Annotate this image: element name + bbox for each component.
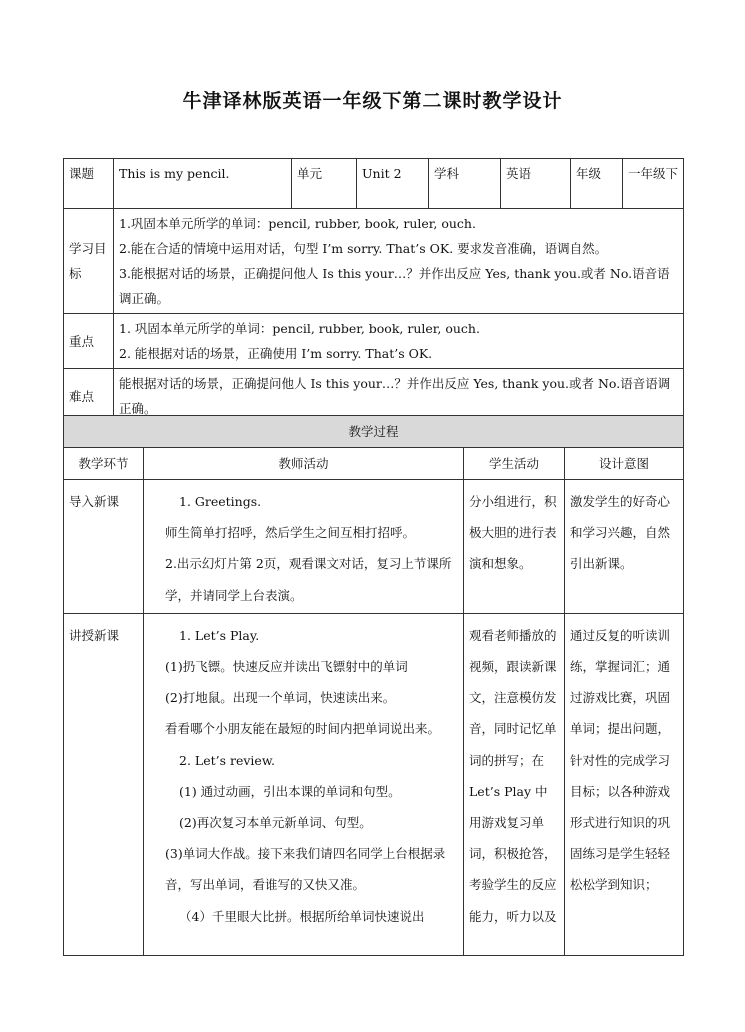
- goal-line: 1.巩固本单元所学的单词：pencil, rubber, book, ruler, ouch.: [119, 216, 476, 231]
- teacher-activity-teach: [144, 613, 464, 955]
- difficult-label: 难点: [64, 369, 114, 424]
- page-title: 牛津译林版英语一年级下第二课时教学设计: [182, 90, 563, 112]
- teacher-line: 师生简单打招呼，然后学生之间互相打招呼。: [165, 525, 416, 541]
- teacher-line: 看看哪个小朋友能在最短的时间内把单词说出来。: [165, 721, 441, 737]
- process-header: 教学过程: [64, 416, 684, 448]
- unit-value: Unit 2: [357, 159, 429, 209]
- column-header: 教学环节: [64, 448, 144, 480]
- teacher-line: (2)打地鼠。出现一个单词，快速读出来。: [165, 690, 396, 706]
- lesson-info-table: [63, 158, 684, 424]
- student-activity-teach: 观看老师播放的视频，跟读新课文，注意模仿发音，同时记忆单词的拼写；在 Let’s Play 中用游戏复习单词，积极抢答，考验学生的反应能力，听力以及: [464, 613, 565, 955]
- subject-label: 学科: [429, 159, 501, 209]
- topic-label: 课题: [64, 159, 114, 209]
- goals-label: 学习目标: [64, 209, 114, 314]
- grade-label: 年级: [571, 159, 623, 209]
- key-line: 1. 巩固本单元所学的单词：pencil, rubber, book, ruler, ouch.: [119, 321, 480, 336]
- stage-teach: 讲授新课: [64, 613, 144, 955]
- goal-line: 3.能根据对话的场景，正确提问他人 Is this your…？并作出反应 Yes, thank you.或者 No.语音语调正确。: [119, 266, 670, 306]
- column-header: 设计意图: [565, 448, 684, 480]
- stage-intro: 导入新课: [64, 480, 144, 614]
- grade-value: 一年级下: [623, 159, 684, 209]
- subject-value: 英语: [501, 159, 571, 209]
- column-header: 学生活动: [464, 448, 565, 480]
- design-intent-intro: 激发学生的好奇心和学习兴趣，自然引出新课。: [565, 480, 684, 614]
- unit-label: 单元: [292, 159, 357, 209]
- teacher-line: 1. Let’s Play.: [179, 627, 260, 643]
- goals-content: [114, 209, 684, 314]
- teacher-line: （4）千里眼大比拼。根据所给单词快速说出: [179, 908, 425, 924]
- teaching-process-table: [63, 415, 684, 956]
- key-content: [114, 314, 684, 369]
- topic-value: This is my pencil.: [114, 159, 292, 209]
- difficult-content: 能根据对话的场景，正确提问他人 Is this your…？并作出反应 Yes, thank you.或者 No.语音语调正确。: [114, 369, 684, 424]
- teacher-line: (3)单词大作战。接下来我们请四名同学上台根据录音，写出单词，看谁写的又快又准。: [165, 846, 446, 893]
- teacher-line: 2. Let’s review.: [179, 752, 276, 768]
- goal-line: 2.能在合适的情境中运用对话，句型 I’m sorry. That’s OK. 要求发音准确，语调自然。: [119, 241, 608, 256]
- teacher-line: (1) 通过动画，引出本课的单词和句型。: [179, 783, 401, 799]
- teacher-line: 1. Greetings.: [179, 494, 262, 509]
- teacher-line: (2)再次复习本单元新单词、句型。: [179, 815, 372, 831]
- teacher-line: (1)扔飞镖。快速反应并读出飞镖射中的单词: [165, 659, 408, 675]
- teacher-activity-intro: [144, 480, 464, 614]
- column-header: 教师活动: [144, 448, 464, 480]
- key-line: 2. 能根据对话的场景，正确使用 I’m sorry. That’s OK.: [119, 346, 433, 361]
- teacher-line: 2.出示幻灯片第 2页，观看课文对话，复习上节课所学，并请同学上台表演。: [165, 556, 452, 603]
- design-intent-teach: 通过反复的听读训练，掌握词汇；通过游戏比赛，巩固单词；提出问题，针对性的完成学习目标；以各种游戏形式进行知识的巩固练习是学生轻轻松松学到知识；: [565, 613, 684, 955]
- student-activity-intro: 分小组进行，积极大胆的进行表演和想象。: [464, 480, 565, 614]
- key-label: 重点: [64, 314, 114, 369]
